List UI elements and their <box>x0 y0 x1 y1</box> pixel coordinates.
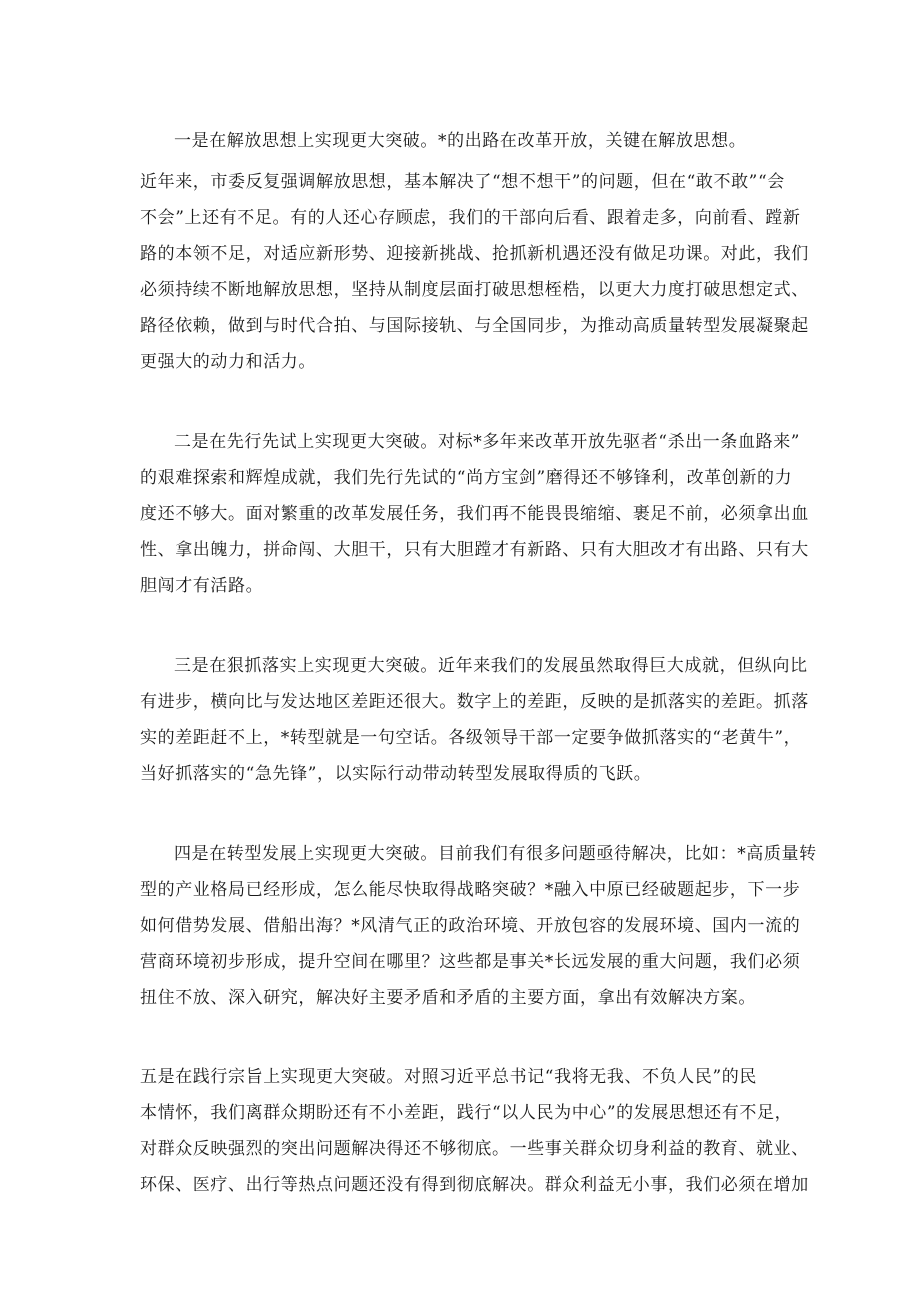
paragraph-line: 型的产业格局已经形成，怎么能尽快取得战略突破？*融入中原已经破题起步，下一步 <box>140 880 801 900</box>
paragraph-line: 营商环境初步形成，提升空间在哪里？这些都是事关*长远发展的重大问题，我们必须 <box>140 952 801 972</box>
paragraph-line: 环保、医疗、出行等热点问题还没有得到彻底解决。群众利益无小事，我们必须在增加 <box>140 1175 809 1195</box>
paragraph-line: 度还不够大。面对繁重的改革发展任务，我们再不能畏畏缩缩、裹足不前，必须拿出血 <box>140 504 809 524</box>
paragraph-line: 路的本领不足，对适应新形势、迎接新挑战、抢抓新机遇还没有做足功课。对此，我们 <box>140 244 809 264</box>
paragraph-line: 更强大的动力和活力。 <box>140 352 316 372</box>
paragraph-line: 近年来，市委反复强调解放思想，基本解决了“想不想干”的问题，但在“敢不敢”“会 <box>140 172 785 192</box>
paragraph-line: 五是在践行宗旨上实现更大突破。对照习近平总书记“我将无我、不负人民”的民 <box>140 1067 757 1087</box>
paragraph-line: 胆闯才有活路。 <box>140 576 264 596</box>
paragraph-line: 必须持续不断地解放思想，坚持从制度层面打破思想桎梏，以更大力度打破思想定式、 <box>140 280 809 300</box>
paragraph-line: 路径依赖，做到与时代合拍、与国际接轨、与全国同步，为推动高质量转型发展凝聚起 <box>140 316 809 336</box>
paragraph-line: 四是在转型发展上实现更大突破。目前我们有很多问题亟待解决，比如：*高质量转 <box>174 844 817 864</box>
paragraph-line: 对群众反映强烈的突出问题解决得还不够彻底。一些事关群众切身利益的教育、就业、 <box>140 1139 809 1159</box>
paragraph-line: 当好抓落实的“急先锋”，以实际行动带动转型发展取得质的飞跃。 <box>140 764 652 784</box>
paragraph-line: 扭住不放、深入研究，解决好主要矛盾和矛盾的主要方面，拿出有效解决方案。 <box>140 988 756 1008</box>
paragraph-line: 如何借势发展、借船出海？*风清气正的政治环境、开放包容的发展环境、国内一流的 <box>140 916 801 936</box>
paragraph-line: 实的差距赶不上，*转型就是一句空话。各级领导干部一定要争做抓落实的“老黄牛”， <box>140 728 802 748</box>
paragraph-line: 不会”上还有不足。有的人还心存顾虑，我们的干部向后看、跟着走多，向前看、蹚新 <box>140 208 801 228</box>
paragraph-line: 本情怀，我们离群众期盼还有不小差距，践行“以人民为中心”的发展思想还有不足， <box>140 1103 793 1123</box>
paragraph-line: 一是在解放思想上实现更大突破。*的出路在改革开放，关键在解放思想。 <box>174 131 747 151</box>
paragraph-line: 三是在狠抓落实上实现更大突破。近年来我们的发展虽然取得巨大成就，但纵向比 <box>174 656 808 676</box>
paragraph-line: 有进步，横向比与发达地区差距还很大。数字上的差距，反映的是抓落实的差距。抓落 <box>140 692 809 712</box>
paragraph-line: 二是在先行先试上实现更大突破。对标*多年来改革开放先驱者“杀出一条血路来” <box>174 432 801 452</box>
paragraph-line: 的艰难探索和辉煌成就，我们先行先试的“尚方宝剑”磨得还不够锋利，改革创新的力 <box>140 468 793 488</box>
paragraph-line: 性、拿出魄力，拼命闯、大胆干，只有大胆蹚才有新路、只有大胆改才有出路、只有大 <box>140 540 809 560</box>
